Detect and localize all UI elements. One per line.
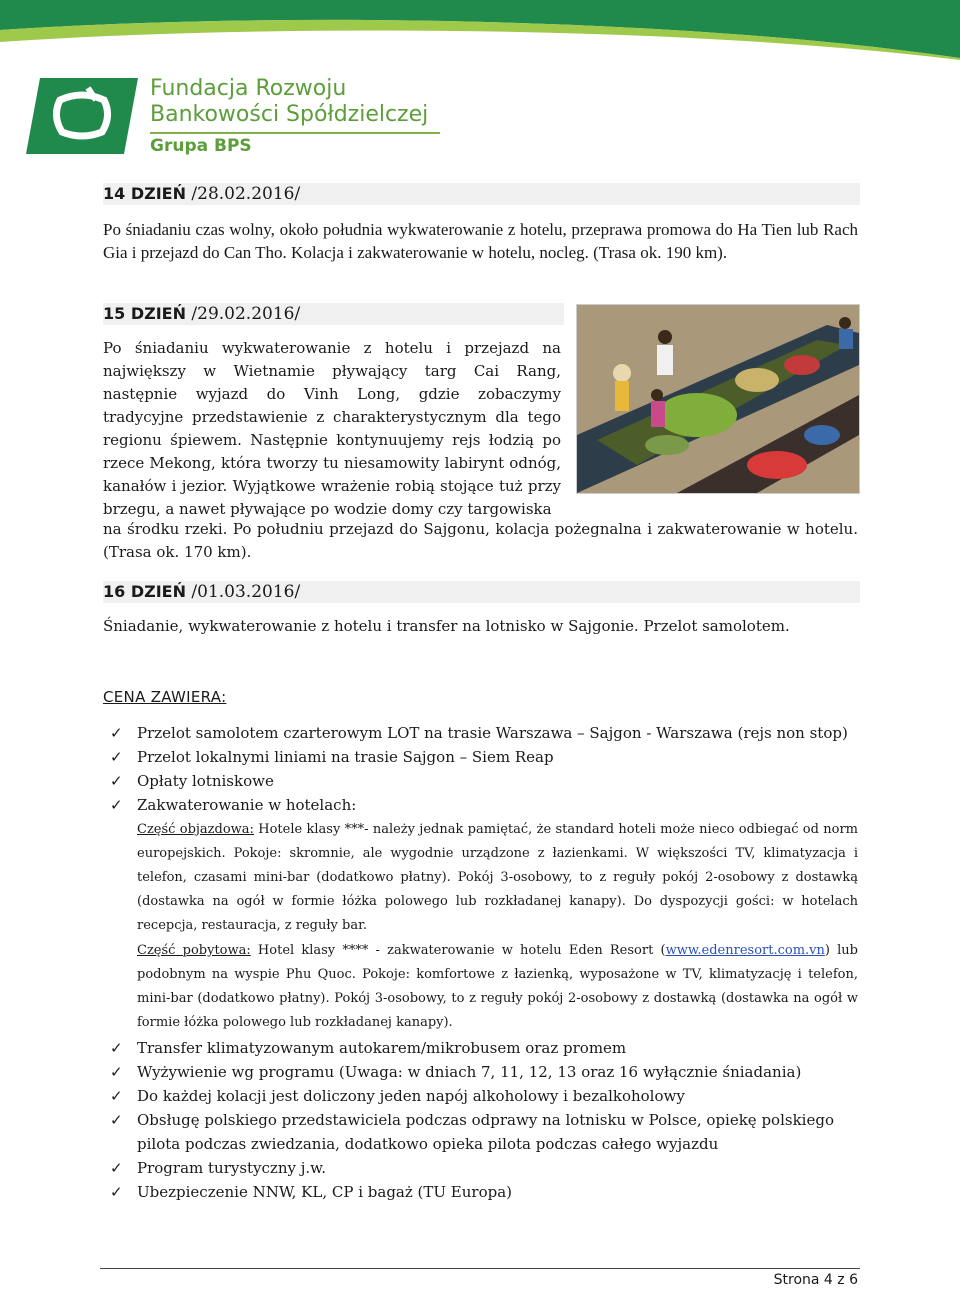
objazd-text: Hotele klasy ***- należy jednak pamiętać, że standard hoteli może nieco odbiegać od norm europejskich. Pokoje: skromnie, ale wygodnie urządzone z łazienkami. W większości TV, klimatyzacja i telefon, czasami mini-bar (dodatkowo płatny). Pokój 3-osobowy, to z reguły pokój 2-osobowy z dostawką (dostawka na ogół w formie łóżka polowego lub rozkładanej kanapy). Do dyspozycji gości: w hotelach recepcja, restauracja, z reguły bar. (137, 822, 858, 933)
foundation-logo (26, 78, 138, 154)
day-15-text-full: na środku rzeki. Po południu przejazd do Sajgonu, kolacja pożegnalna i zakwaterowanie w hotelu. (Trasa ok. 170 km). (103, 520, 858, 561)
day-14-heading (103, 183, 860, 205)
day-16-label: 16 DZIEŃ (103, 582, 186, 601)
objazd-label: Część objazdowa: (137, 822, 254, 837)
checkmark-icon: ✓ (110, 1111, 123, 1129)
day-15-text-wrapped: Po śniadaniu wykwaterowanie z hotelu i przejazd na największy w Wietnamie pływający targ Cai Rang, następnie wyjazd do Vinh Long, gdzie zobaczymy tradycyjne przedstawienie z charakterystycznym dla tego regionu śpiewem. Następnie kontynuujemy rejs łodzią po rzece Mekong, która tworzy tu niesamowity labirynt odnóg, kanałów i jezior. Wyjątkowe wrażenie robią stojące tuż przy brzegu, a nawet pływające po wodzie domy czy targowiska (103, 339, 561, 518)
list-item (110, 1060, 801, 1084)
list-item-text: Opłaty lotniskowe (137, 772, 274, 790)
list-item-text: Obsługę polskiego przedstawiciela podczas odprawy na lotnisku w Polsce, opiekę polskiego (137, 1111, 834, 1129)
day-15-date: /29.02.2016/ (186, 304, 301, 324)
brand-line-1: Fundacja Rozwoju (150, 76, 347, 101)
list-item-text: Transfer klimatyzowanym autokarem/mikrobusem oraz promem (137, 1039, 627, 1057)
checkmark-icon: ✓ (110, 1039, 123, 1057)
list-item (110, 1036, 626, 1060)
day-15-heading (103, 303, 564, 325)
list-item (110, 1084, 685, 1108)
footer-divider (100, 1268, 860, 1269)
accommodation-objazd (137, 818, 858, 938)
list-item (110, 721, 848, 745)
list-item (110, 1108, 834, 1132)
brand-sub: Grupa BPS (150, 136, 252, 156)
floating-market-photo (576, 304, 860, 494)
day-14-date: /28.02.2016/ (186, 184, 301, 204)
cena-title: CENA ZAWIERA: (103, 688, 227, 706)
eden-resort-link[interactable]: www.edenresort.com.vn (665, 943, 825, 958)
list-item-text: Przelot samolotem czarterowym LOT na trasie Warszawa – Sajgon - Warszawa (rejs non stop) (137, 724, 848, 742)
accommodation-pobyt (137, 939, 858, 1035)
page-number: Strona 4 z 6 (773, 1272, 858, 1288)
list-item (110, 769, 274, 793)
checkmark-icon: ✓ (110, 724, 123, 742)
list-item-text: Wyżywienie wg programu (Uwaga: w dniach 7, 11, 12, 13 oraz 16 wyłącznie śniadania) (137, 1063, 802, 1081)
list-item-text: Program turystyczny j.w. (137, 1159, 326, 1177)
day-16-date: /01.03.2016/ (186, 582, 301, 602)
checkmark-icon: ✓ (110, 1087, 123, 1105)
list-item-text: Ubezpieczenie NNW, KL, CP i bagaż (TU Europa) (137, 1183, 513, 1201)
list-item-text: Do każdej kolacji jest doliczony jeden napój alkoholowy i bezalkoholowy (137, 1087, 685, 1105)
list-item (110, 745, 554, 769)
brand-divider (150, 132, 440, 134)
brand-name (150, 76, 428, 128)
list-item-text: Przelot lokalnymi liniami na trasie Sajgon – Siem Reap (137, 748, 554, 766)
day-16-text: Śniadanie, wykwaterowanie z hotelu i transfer na lotnisko w Sajgonie. Przelot samolotem. (103, 617, 790, 635)
day-14-text: Po śniadaniu czas wolny, około południa wykwaterowanie z hotelu, przeprawa promowa do Ha Tien lub Rach Gia i przejazd do Can Tho. Kolacja i zakwaterowanie w hotelu, nocleg. (Trasa ok. 190 km). (103, 220, 858, 262)
list-item (110, 793, 356, 817)
list-item (110, 1180, 512, 1204)
list-item-continuation: pilota podczas zwiedzania, dodatkowo opieka pilota podczas całego wyjazdu (137, 1135, 719, 1153)
day-16-heading (103, 581, 860, 603)
header-band (0, 0, 960, 60)
day-15-label: 15 DZIEŃ (103, 304, 186, 323)
checkmark-icon: ✓ (110, 748, 123, 766)
brand-line-2: Bankowości Spółdzielczej (150, 102, 429, 127)
checkmark-icon: ✓ (110, 1063, 123, 1081)
pobyt-text-2: ) lub podobnym na wyspie Phu Quoc. Pokoje: komfortowe z łazienką, wyposażone w TV, klimatyzację i telefon, mini-bar (dodatkowo płatny). Pokój 3-osobowy, to z reguły pokój 2-osobowy z dostawką (dostawka na ogół w formie łóżka polowego lub rozkładanej kanapy). (137, 943, 858, 1030)
checkmark-icon: ✓ (110, 796, 123, 814)
pobyt-label: Część pobytowa: (137, 943, 251, 958)
checkmark-icon: ✓ (110, 1183, 123, 1201)
list-item-text: Zakwaterowanie w hotelach: (137, 796, 357, 814)
checkmark-icon: ✓ (110, 772, 123, 790)
checkmark-icon: ✓ (110, 1159, 123, 1177)
pobyt-text-1: Hotel klasy **** - zakwaterowanie w hotelu Eden Resort ( (250, 943, 666, 958)
list-item (110, 1156, 326, 1180)
day-14-label: 14 DZIEŃ (103, 184, 186, 203)
